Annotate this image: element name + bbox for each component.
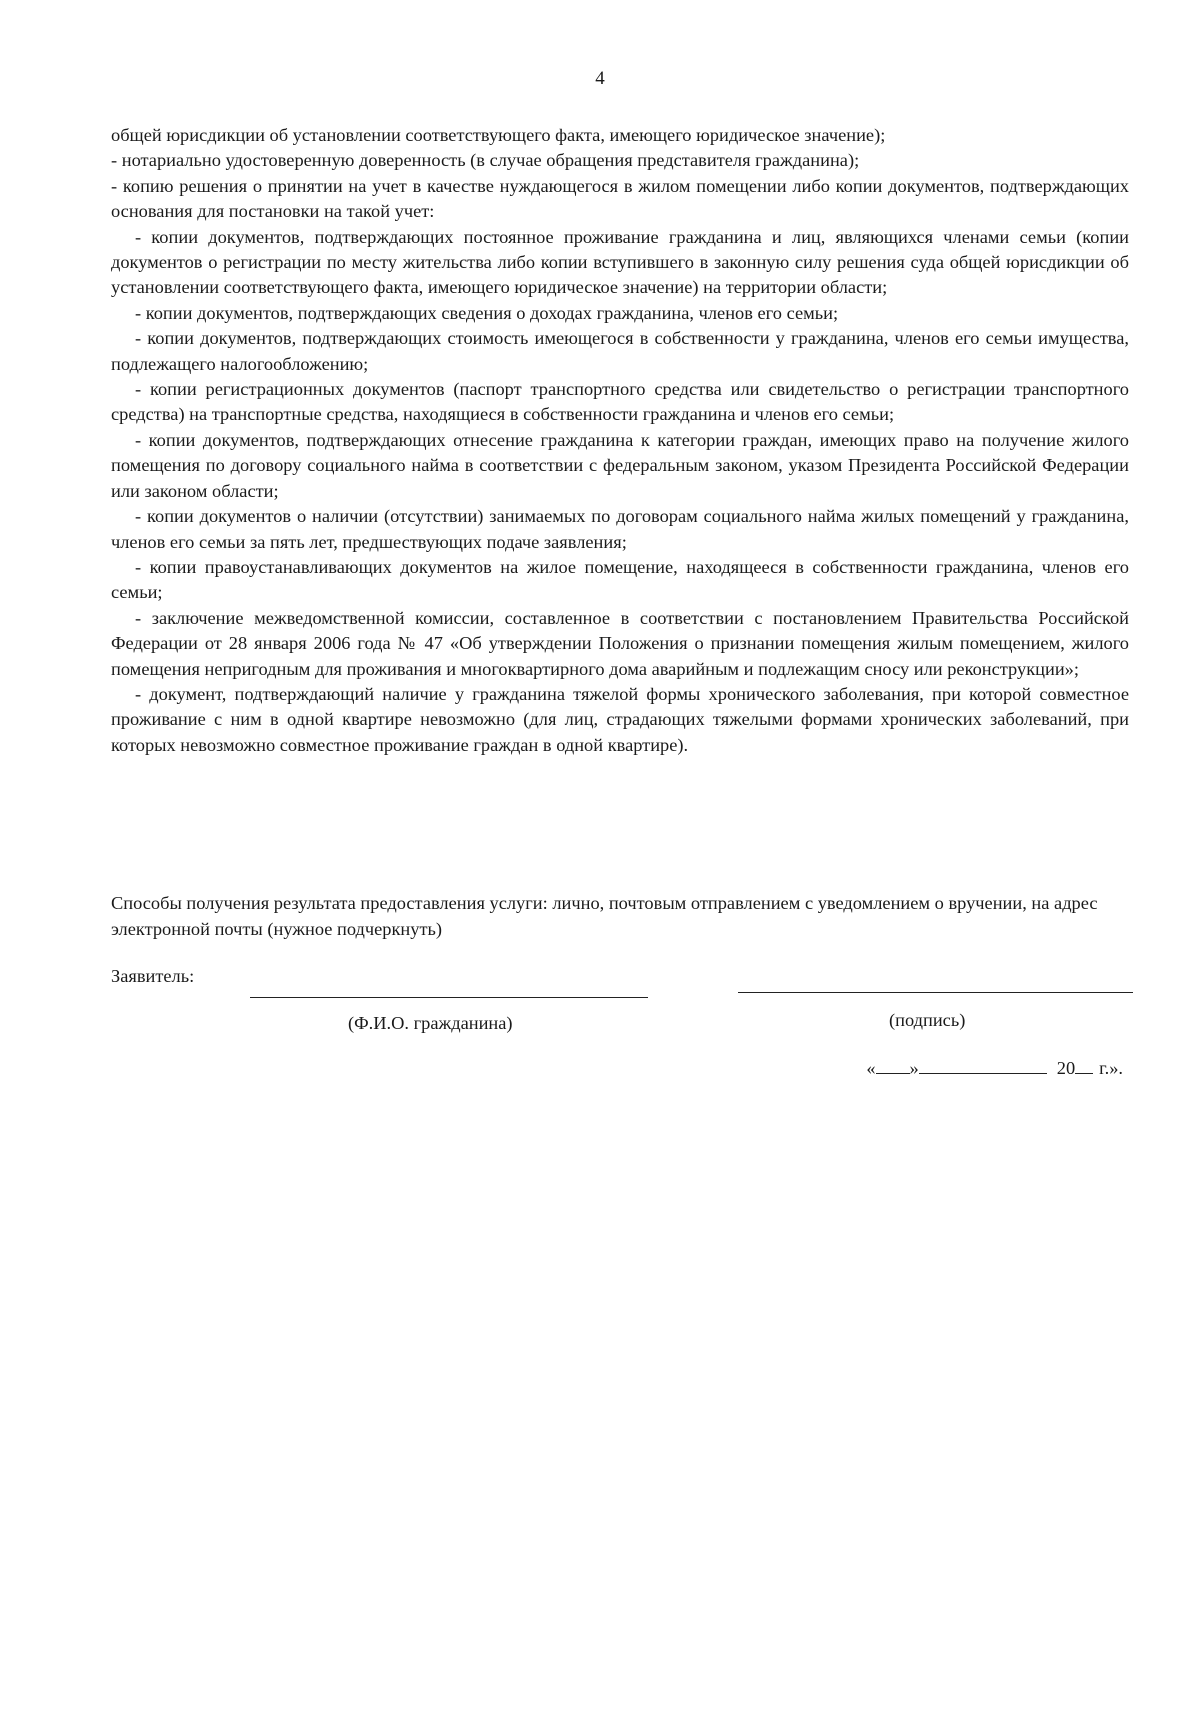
document-paragraph: - копии документов, подтверждающих сведения о доходах гражданина, членов его семьи; [135,302,839,323]
page-number: 4 [595,68,605,89]
document-paragraph: - нотариально удостоверенную доверенность (в случае обращения представителя гражданина); [111,150,860,171]
year-prefix: 20 [1056,1058,1076,1078]
date-open-quote: « [866,1058,876,1078]
applicant-label: Заявитель: [111,966,195,986]
year-blank [1075,1055,1093,1074]
document-paragraph: - копии правоустанавливающих документов на жилое помещение, находящееся в собственности гражданина, членов его семьи; [111,556,1129,603]
document-paragraph: - заключение межведомственной комиссии, составленное в соответствии с постановлением Правительства Российской Федерации от 28 января 2006 года № 47 «Об утверждении Положения о признании помещения жилым помещением, жилого помещения непригодным для проживания и многоквартирного дома аварийным и подлежащим сносу или реконструкции»; [111,607,1129,679]
day-blank [876,1055,910,1074]
signature-caption: (подпись) [889,1010,966,1030]
date-line [866,1055,1123,1079]
signature-underline [738,992,1133,993]
month-blank [919,1055,1047,1074]
document-paragraph: - копии документов, подтверждающих стоимость имеющегося в собственности у гражданина, членов его семьи имущества, подлежащего налогообложению; [111,328,1129,374]
document-paragraph: - копию решения о принятии на учет в качестве нуждающегося в жилом помещении либо копии документов, подтверждающих основания для постановки на такой учет: [111,175,1129,222]
document-paragraph: - копии документов, подтверждающих отнесение гражданина к категории граждан, имеющих право на получение жилого помещения по договору социального найма в соответствии с федеральным законом, указом Президента Российской Федерации или законом области; [111,429,1129,501]
document-paragraph: - документ, подтверждающий наличие у гражданина тяжелой формы хронического заболевания, при которой совместное проживание с ним в одной квартире невозможно (для лиц, страдающих тяжелыми формами хронических заболеваний, при которых невозможно совместное проживание граждан в одной квартире). [111,683,1129,755]
document-paragraph: - копии документов, подтверждающих постоянное проживание гражданина и лиц, являющихся членами семьи (копии документов о регистрации по месту жительства либо копии вступившего в законную силу решения суда общей юрисдикции об установлении соответствующего факта, имеющего юридическое значение) на территории области; [111,226,1129,298]
fio-underline [250,997,648,998]
fio-caption: (Ф.И.О. гражданина) [348,1013,513,1033]
date-close-quote: » [909,1058,919,1078]
document-paragraph: - копии документов о наличии (отсутствии) занимаемых по договорам социального найма жилых помещений у гражданина, членов его семьи за пять лет, предшествующих подаче заявления; [111,506,1129,552]
date-suffix: г.». [1099,1058,1123,1078]
result-methods-text: Способы получения результата предоставления услуги: лично, почтовым отправлением с уведомлением о вручении, на адрес электронной почты (нужное подчеркнуть) [111,893,1098,939]
document-paragraph: общей юрисдикции об установлении соответствующего факта, имеющего юридическое значение); [111,125,886,145]
document-paragraph: - копии регистрационных документов (паспорт транспортного средства или свидетельство о регистрации транспортного средства) на транспортные средства, находящиеся в собственности гражданина и членов его семьи; [111,379,1129,425]
document-list [111,123,1129,758]
